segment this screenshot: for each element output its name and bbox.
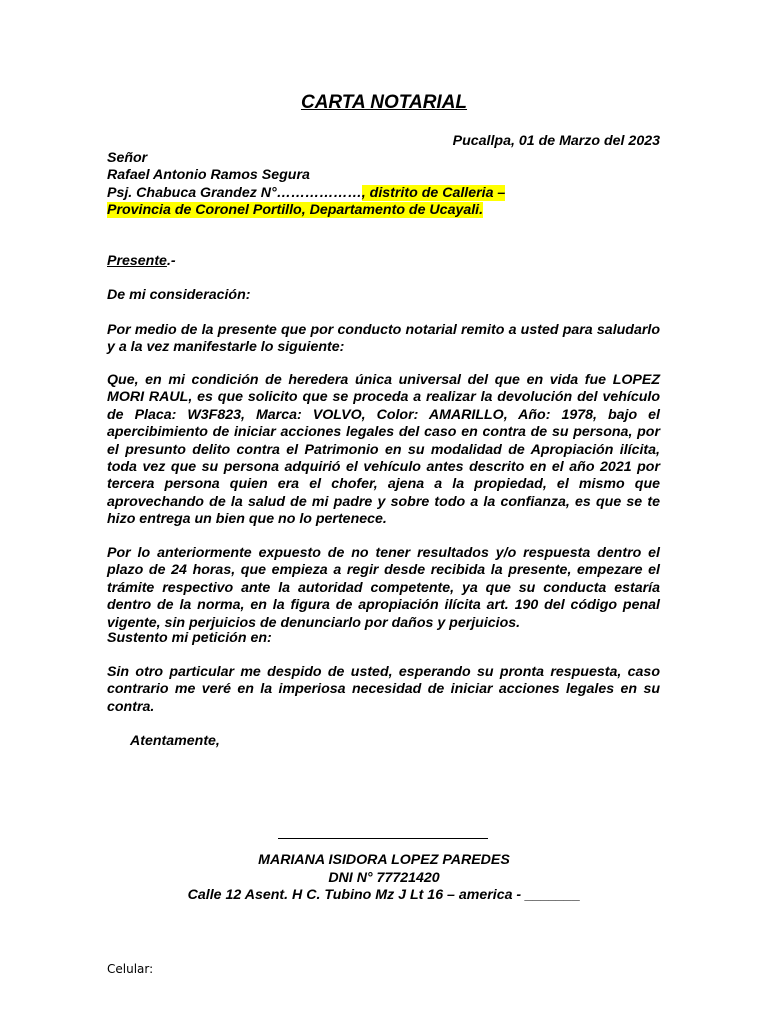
addressee-salutation: Señor	[107, 150, 148, 166]
addressee-district: , distrito de Calleria –	[361, 184, 506, 201]
addressee-block	[107, 150, 660, 220]
signature-line	[278, 838, 488, 839]
greeting: De mi consideración:	[107, 287, 251, 303]
addressee-street: Psj. Chabuca Grandez N°………………	[107, 184, 362, 201]
addressee-address-line2	[107, 202, 660, 219]
closing-phrase: Atentamente,	[130, 733, 220, 749]
paragraph-sustento: Sustento mi petición en:	[107, 630, 272, 646]
addressee-name: Rafael Antonio Ramos Segura	[107, 167, 310, 184]
signer-name: MARIANA ISIDORA LOPEZ PAREDES	[258, 852, 510, 868]
paragraph-warning: Por lo anteriormente expuesto de no tener resultados y/o respuesta dentro el plazo de 24 horas, que empieza a regir desde recibida la presente, empezare el trámite respectivo ante la autoridad competente, ya que su conducta estaría dentro de la norma, en la figura de apropiación ilícita art. 190 del código penal vigente, sin perjuicios de denunciarlo por daños y perjuicios.	[107, 545, 660, 631]
document-title: CARTA NOTARIAL	[300, 92, 468, 113]
letter-date: Pucallpa, 01 de Marzo del 2023	[452, 133, 660, 149]
addressee-province: Provincia de Coronel Portillo, Departamento de Ucayali.	[107, 202, 484, 219]
celular-label: Celular:	[107, 962, 154, 976]
paragraph-intro: Por medio de la presente que por conducto notarial remito a usted para saludarlo y a la vez manifestarle lo siguiente:	[107, 322, 660, 356]
addressee-address-line1	[107, 185, 660, 202]
paragraph-request: Que, en mi condición de heredera única universal del que en vida fue LOPEZ MORI RAUL, es que solicito que se proceda a realizar la devolución del vehículo de Placa: W3F823, Marca: VOLVO, Color: AMARILLO, Año: 1978, bajo el apercibimiento de iniciar acciones legales del caso en contra de su persona, por el presunto delito contra el Patrimonio en su modalidad de Apropiación ilícita, toda vez que su persona adquirió el vehículo antes descrito en el año 2021 por tercera persona quien era el chofer, ajena a la propiedad, el mismo que aprovechando de la salud de mi padre y sobre todo a la confianza, es que se te hizo entrega un bien que no lo pertenece.	[107, 372, 660, 528]
presente-suffix: .-	[166, 253, 176, 269]
presente-line	[107, 253, 660, 270]
presente-word: Presente	[107, 253, 167, 269]
signer-dni: DNI N° 77721420	[328, 870, 440, 886]
signer-address: Calle 12 Asent. H C. Tubino Mz J Lt 16 – america - _______	[187, 887, 581, 903]
paragraph-closing: Sin otro particular me despido de usted, esperando su pronta respuesta, caso contrario me veré en la imperiosa necesidad de iniciar acciones legales en su contra.	[107, 664, 660, 715]
